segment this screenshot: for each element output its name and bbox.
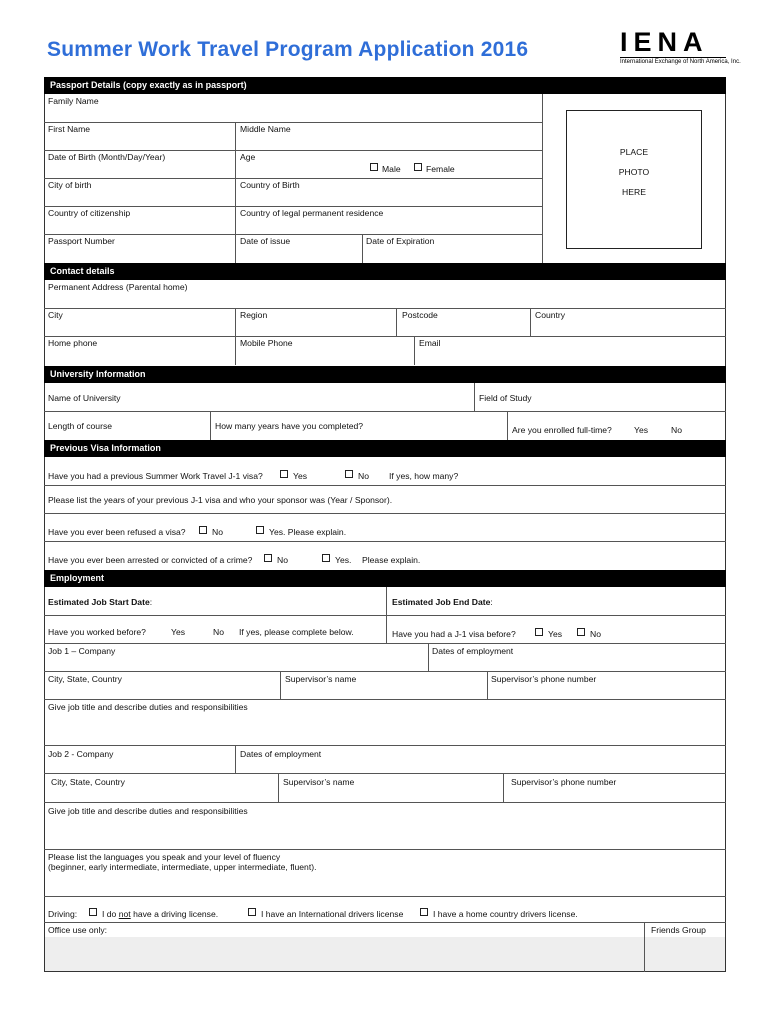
label-driving: Driving: bbox=[48, 909, 78, 919]
label-previous-visa: Have you had a previous Summer Work Travel J-1 visa? bbox=[48, 471, 263, 481]
checkbox-refused-yes[interactable] bbox=[256, 526, 264, 534]
label-how-many: If yes, how many? bbox=[389, 471, 459, 481]
label-job1-company: Job 1 – Company bbox=[48, 646, 116, 656]
label-worked-before: Have you worked before? bbox=[48, 627, 146, 637]
section-bar-contact: Contact details bbox=[44, 263, 726, 280]
label-home-license: I have a home country drivers license. bbox=[433, 909, 578, 919]
page-title: Summer Work Travel Program Application 2016 bbox=[47, 38, 529, 61]
photo-line-1: PLACE bbox=[619, 147, 649, 157]
logo-wordmark: IENA bbox=[620, 27, 709, 57]
checkbox-previous-yes[interactable] bbox=[280, 470, 288, 478]
label-family-name: Family Name bbox=[48, 96, 99, 106]
label-job2-supervisor-name: Supervisor’s name bbox=[283, 777, 355, 787]
label-university-name: Name of University bbox=[48, 393, 121, 403]
label-date-of-expiration: Date of Expiration bbox=[366, 236, 435, 246]
office-use-area bbox=[45, 937, 725, 971]
label-country: Country bbox=[535, 310, 566, 320]
label-refused-yes-explain: Yes. Please explain. bbox=[269, 527, 347, 537]
label-full-time: Are you enrolled full-time? bbox=[512, 425, 612, 435]
iena-logo bbox=[620, 27, 741, 66]
checkbox-previous-no[interactable] bbox=[345, 470, 353, 478]
photo-line-3: HERE bbox=[622, 187, 646, 197]
option-worked-yes[interactable]: Yes bbox=[171, 627, 186, 637]
label-job1-supervisor-name: Supervisor’s name bbox=[285, 674, 357, 684]
label-languages-2: (beginner, early intermediate, intermediate, upper intermediate, fluent). bbox=[48, 862, 317, 872]
label-email: Email bbox=[419, 338, 441, 348]
label-age: Age bbox=[240, 152, 256, 162]
checkbox-j1-no[interactable] bbox=[577, 628, 585, 636]
label-country-of-birth: Country of Birth bbox=[240, 180, 300, 190]
label-years-completed: How many years have you completed? bbox=[215, 421, 364, 431]
label-mobile-phone: Mobile Phone bbox=[240, 338, 293, 348]
checkbox-arrested-yes[interactable] bbox=[322, 554, 330, 562]
label-job2-city: City, State, Country bbox=[51, 777, 125, 787]
label-if-yes-complete: If yes, please complete below. bbox=[239, 627, 354, 637]
label-job1-duties: Give job title and describe duties and responsibilities bbox=[48, 702, 248, 712]
label-had-j1: Have you had a J-1 visa before? bbox=[392, 629, 516, 639]
section-bar-passport: Passport Details (copy exactly as in passport) bbox=[44, 77, 726, 94]
label-field-of-study: Field of Study bbox=[479, 393, 532, 403]
photo-line-2: PHOTO bbox=[618, 167, 650, 177]
label-job-start-date: Estimated Job Start Date: bbox=[48, 597, 153, 607]
label-refused-no: No bbox=[212, 527, 223, 537]
label-languages-1: Please list the languages you speak and your level of fluency bbox=[48, 852, 281, 862]
label-middle-name: Middle Name bbox=[240, 124, 291, 134]
checkbox-male[interactable] bbox=[370, 163, 378, 171]
label-job1-city: City, State, Country bbox=[48, 674, 122, 684]
checkbox-j1-yes[interactable] bbox=[535, 628, 543, 636]
label-date-of-issue: Date of issue bbox=[240, 236, 291, 246]
label-passport-number: Passport Number bbox=[48, 236, 115, 246]
checkbox-no-license[interactable] bbox=[89, 908, 97, 916]
label-arrested-yes: Yes. bbox=[335, 555, 352, 565]
label-region: Region bbox=[240, 310, 268, 320]
label-job2-dates: Dates of employment bbox=[240, 749, 322, 759]
label-job1-supervisor-phone: Supervisor’s phone number bbox=[491, 674, 597, 684]
photo-placeholder bbox=[566, 110, 702, 249]
label-male: Male bbox=[382, 164, 401, 174]
label-intl-license: I have an International drivers license bbox=[261, 909, 404, 919]
label-refused-visa: Have you ever been refused a visa? bbox=[48, 527, 186, 537]
label-job2-duties: Give job title and describe duties and responsibilities bbox=[48, 806, 248, 816]
label-dob: Date of Birth (Month/Day/Year) bbox=[48, 152, 166, 162]
checkbox-female[interactable] bbox=[414, 163, 422, 171]
label-job-end-date: Estimated Job End Date: bbox=[392, 597, 493, 607]
checkbox-refused-no[interactable] bbox=[199, 526, 207, 534]
label-permanent-address: Permanent Address (Parental home) bbox=[48, 282, 188, 292]
label-job1-dates: Dates of employment bbox=[432, 646, 514, 656]
label-list-years: Please list the years of your previous J-1 visa and who your sponsor was (Year / Sponsor). bbox=[48, 495, 393, 505]
label-first-name: First Name bbox=[48, 124, 91, 134]
section-bar-university: University Information bbox=[44, 366, 726, 383]
checkbox-arrested-no[interactable] bbox=[264, 554, 272, 562]
label-previous-no: No bbox=[358, 471, 369, 481]
label-city-of-birth: City of birth bbox=[48, 180, 92, 190]
label-friends-group: Friends Group bbox=[651, 925, 706, 935]
section-bar-visa: Previous Visa Information bbox=[44, 440, 726, 457]
label-female: Female bbox=[426, 164, 455, 174]
label-arrested: Have you ever been arrested or convicted of a crime? bbox=[48, 555, 253, 565]
label-citizenship: Country of citizenship bbox=[48, 208, 131, 218]
label-postcode: Postcode bbox=[402, 310, 438, 320]
logo-subtitle: International Exchange of North America, Inc. bbox=[620, 59, 741, 65]
section-bar-employment: Employment bbox=[44, 570, 726, 587]
label-job2-company: Job 2 - Company bbox=[48, 749, 114, 759]
label-office-use: Office use only: bbox=[48, 925, 108, 935]
checkbox-home-license[interactable] bbox=[420, 908, 428, 916]
option-full-time-yes[interactable]: Yes bbox=[634, 425, 649, 435]
label-city: City bbox=[48, 310, 63, 320]
label-no-license: I do not have a driving license. bbox=[102, 909, 219, 919]
label-length-of-course: Length of course bbox=[48, 421, 113, 431]
option-full-time-no[interactable]: No bbox=[671, 425, 682, 435]
family-name-field[interactable] bbox=[44, 107, 542, 122]
label-arrested-no: No bbox=[277, 555, 288, 565]
label-residence: Country of legal permanent residence bbox=[240, 208, 384, 218]
label-arrested-explain: Please explain. bbox=[362, 555, 421, 565]
label-j1-no: No bbox=[590, 629, 601, 639]
option-worked-no[interactable]: No bbox=[213, 627, 224, 637]
checkbox-intl-license[interactable] bbox=[248, 908, 256, 916]
label-j1-yes: Yes bbox=[548, 629, 563, 639]
label-home-phone: Home phone bbox=[48, 338, 98, 348]
label-previous-yes: Yes bbox=[293, 471, 308, 481]
label-job2-supervisor-phone: Supervisor’s phone number bbox=[511, 777, 617, 787]
